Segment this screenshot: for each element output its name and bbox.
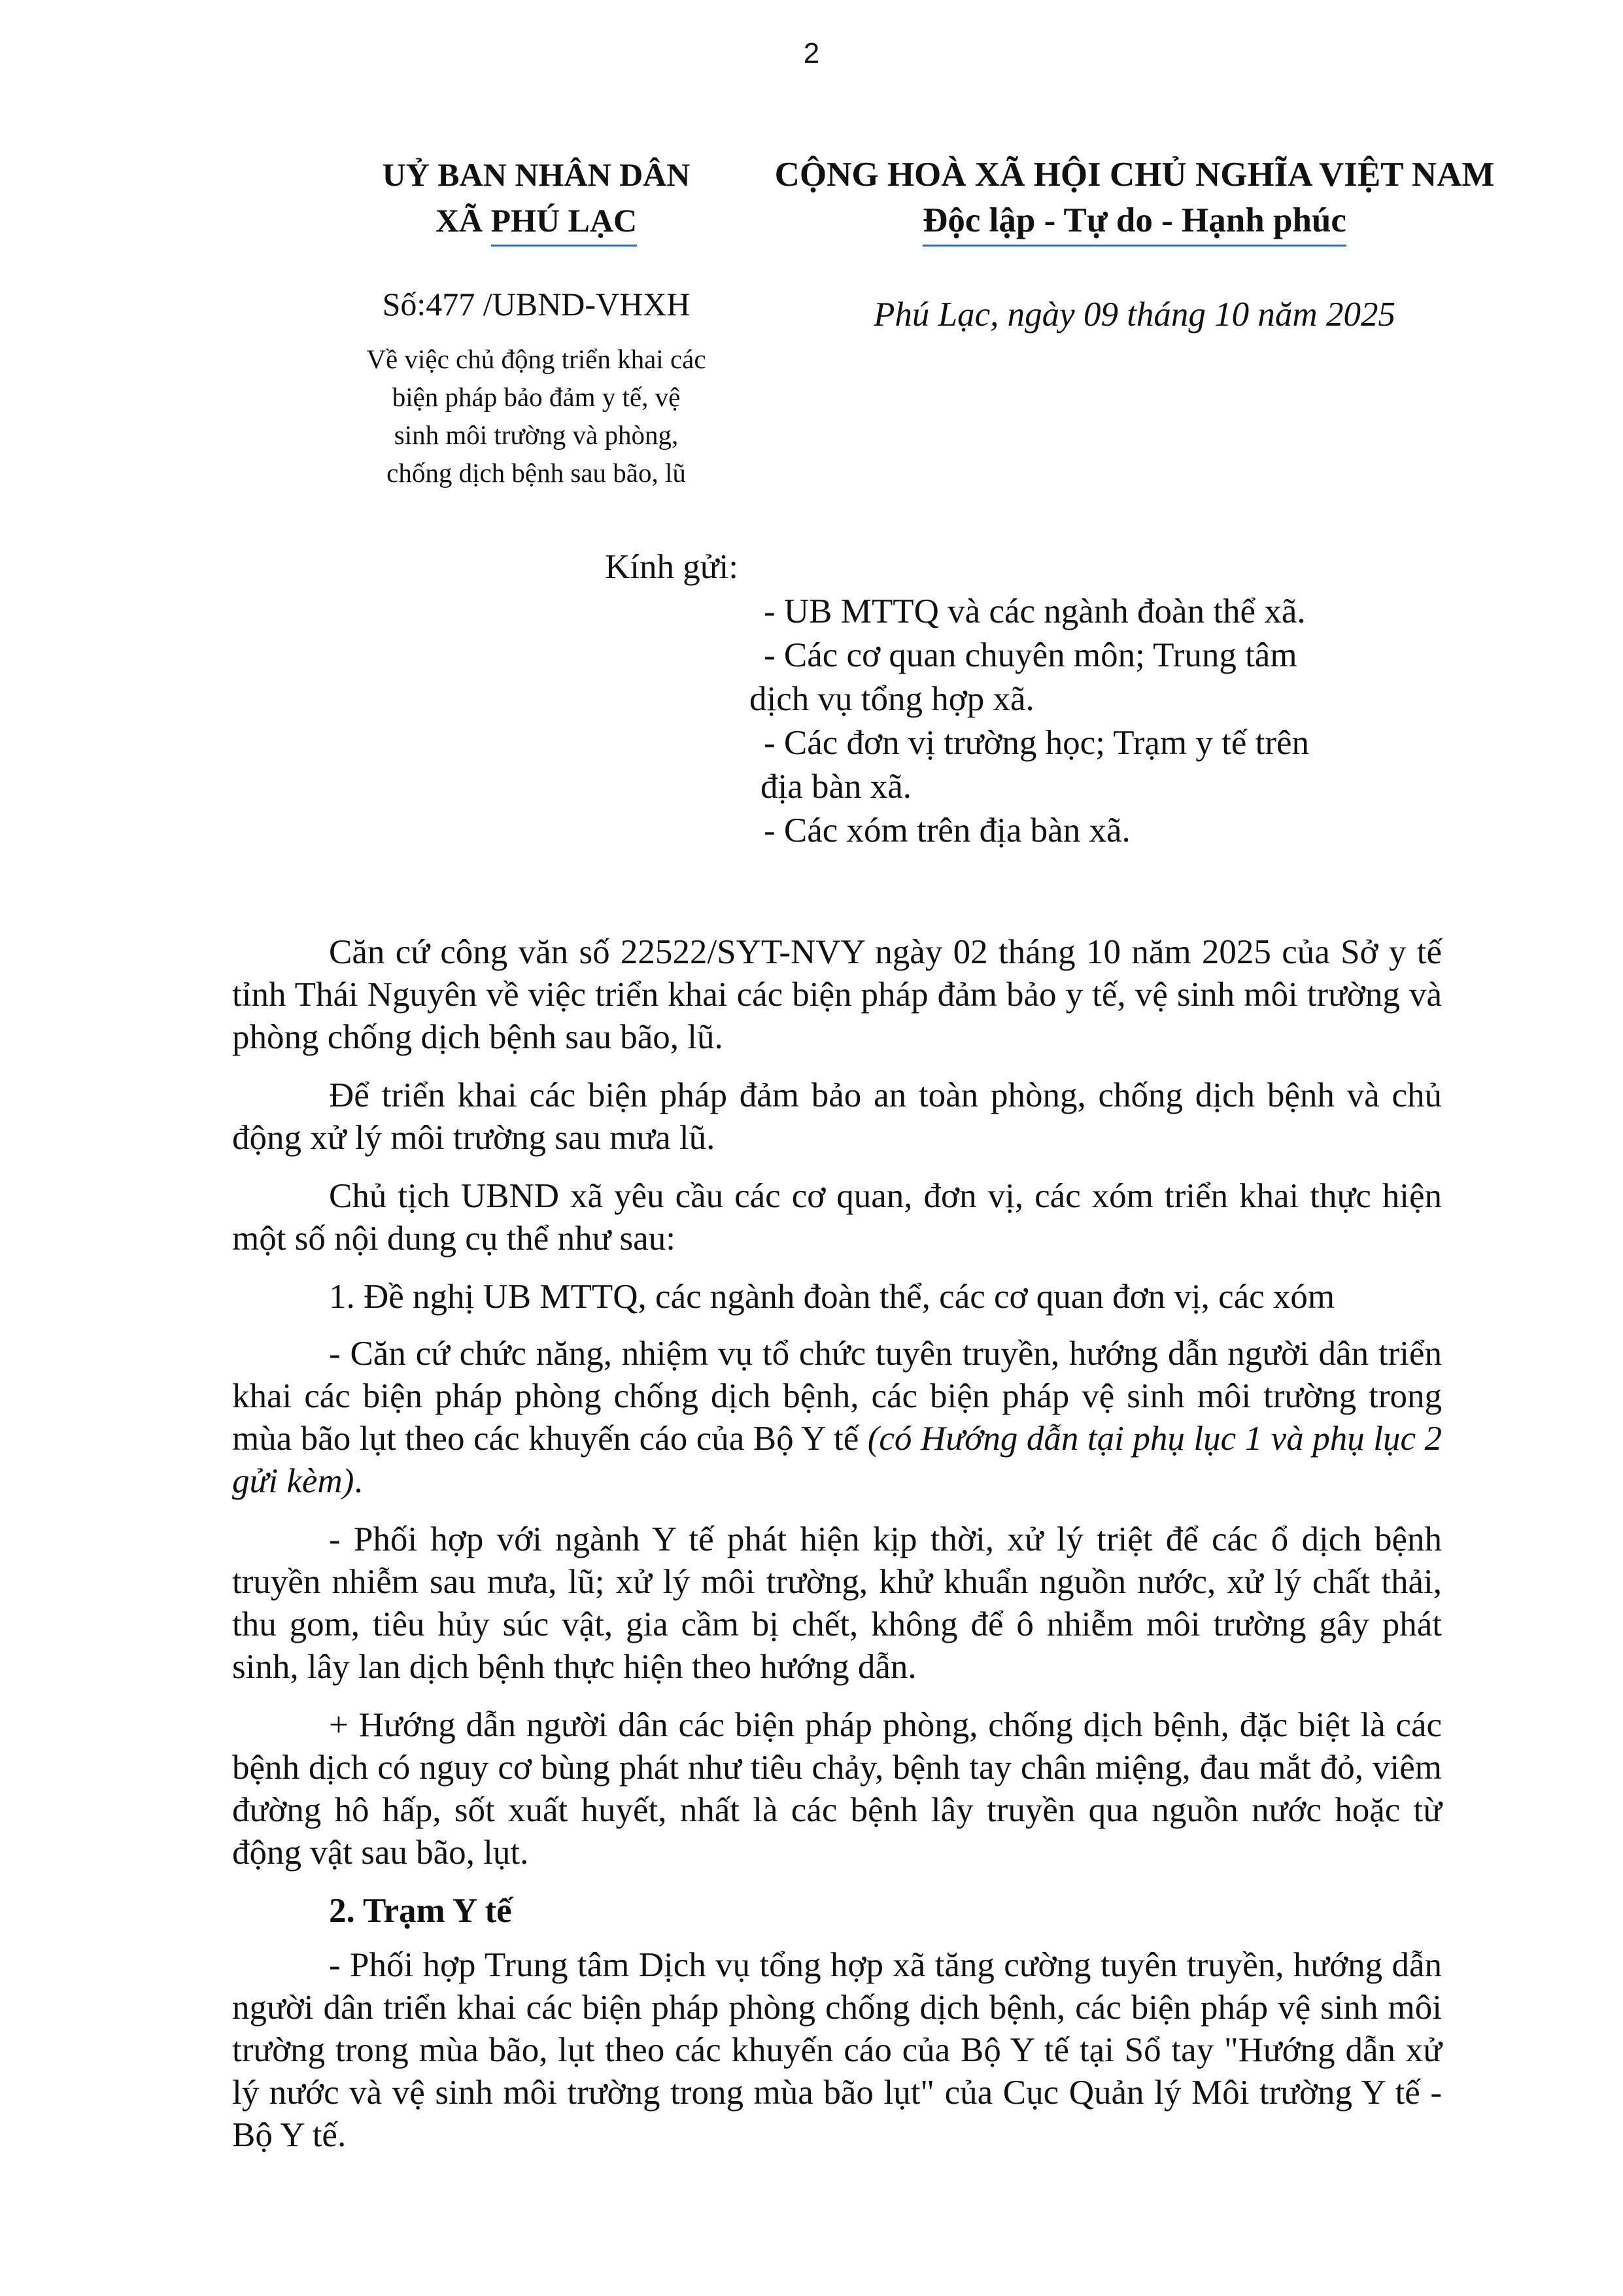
body-paragraph: + Hướng dẫn người dân các biện pháp phòng, chống dịch bệnh, đặc biệt là các bệnh dịch có nguy cơ bùng phát như tiêu chảy, bệnh tay chân miệng, đau mắt đỏ, viêm đường hô hấp, sốt xuất huyết, nhất là các bệnh lây truyền qua nguồn nước hoặc từ động vật sau bão, lụt. xyxy=(232,1706,1442,1872)
body-paragraph xyxy=(232,1333,1442,1503)
paragraph-end: . xyxy=(354,1462,363,1500)
recipient-item: - Các cơ quan chuyên môn; Trung tâm xyxy=(764,636,1297,674)
document-body xyxy=(232,931,1442,2172)
attachment-note: (có Hướng dẫn tại phụ lục 1 và phụ lục 2 gửi kèm) xyxy=(232,1420,1442,1500)
summary-line: sinh môi trường và phòng, xyxy=(394,420,679,450)
recipient-item-continuation: dịch vụ tổng hợp xã. xyxy=(749,680,1034,718)
recipient-label: Kính gửi: xyxy=(605,548,738,586)
agency-name-underlined: PHÚ LẠC xyxy=(491,197,638,247)
recipient-item: - Các đơn vị trường học; Trạm y tế trên xyxy=(764,724,1310,762)
body-paragraph: - Phối hợp với ngành Y tế phát hiện kịp thời, xử lý triệt để các ổ dịch bệnh truyền nhiễm sau mưa, lũ; xử lý môi trường, khử khuẩn nguồn nước, xử lý chất thải, thu gom, tiêu hủy súc vật, gia cầm bị chết, không để ô nhiễm môi trường gây phát sinh, lây lan dịch bệnh thực hiện theo hướng dẫn. xyxy=(232,1520,1442,1686)
motto-line xyxy=(726,197,1543,247)
nation-title: CỘNG HOÀ XÃ HỘI CHỦ NGHĨA VIỆT NAM xyxy=(774,156,1495,194)
document-date: Phú Lạc, ngày 09 tháng 10 năm 2025 xyxy=(874,296,1395,334)
document-number: Số:477 /UBND-VHXH xyxy=(382,286,691,322)
agency-line-2-prefix: XÃ xyxy=(435,202,491,239)
paragraph-text: - Căn cứ chức năng, nhiệm vụ tổ chức tuyên truyền, hướng dẫn người dân triển khai các biện pháp phòng chống dịch bệnh, các biện pháp vệ sinh môi trường trong mùa bão lụt theo các khuyến cáo của Bộ Y tế xyxy=(232,1335,1442,1458)
document-summary xyxy=(340,340,732,492)
body-paragraph: Để triển khai các biện pháp đảm bảo an toàn phòng, chống dịch bệnh và chủ động xử lý môi trường sau mưa lũ. xyxy=(232,1076,1442,1157)
motto: Độc lập - Tự do - Hạnh phúc xyxy=(923,197,1346,247)
recipient-item-continuation: địa bàn xã. xyxy=(760,768,912,806)
body-paragraph: Chủ tịch UBND xã yêu cầu các cơ quan, đơn vị, các xóm triển khai thực hiện một số nội dung cụ thể như sau: xyxy=(232,1177,1442,1258)
summary-line: biện pháp bảo đảm y tế, vệ xyxy=(392,382,681,412)
summary-line: chống dịch bệnh sau bão, lũ xyxy=(386,458,686,488)
body-paragraph: - Phối hợp Trung tâm Dịch vụ tổng hợp xã tăng cường tuyên truyền, hướng dẫn người dân triển khai các biện pháp phòng chống dịch bệnh, các biện pháp vệ sinh môi trường trong mùa bão, lụt theo các khuyến cáo của Bộ Y tế tại Sổ tay "Hướng dẫn xử lý nước và vệ sinh môi trường trong mùa bão lụt" của Cục Quản lý Môi trường Y tế - Bộ Y tế. xyxy=(232,1946,1442,2154)
recipient-item: - UB MTTQ và các ngành đoàn thể xã. xyxy=(764,592,1306,630)
national-header xyxy=(726,152,1543,247)
agency-line-2 xyxy=(340,197,732,247)
recipient-list xyxy=(749,590,1450,853)
page-number: 2 xyxy=(803,37,820,69)
section-1-heading: 1. Đề nghị UB MTTQ, các ngành đoàn thể, các cơ quan đơn vị, các xóm xyxy=(329,1278,1335,1316)
section-2-heading: 2. Trạm Y tế xyxy=(329,1892,512,1930)
agency-line-1: UỶ BAN NHÂN DÂN xyxy=(382,156,691,193)
issuing-agency xyxy=(340,152,732,247)
body-paragraph: Căn cứ công văn số 22522/SYT-NVY ngày 02 tháng 10 năm 2025 của Sở y tế tỉnh Thái Nguyên về việc triển khai các biện pháp đảm bảo y tế, vệ sinh môi trường và phòng chống dịch bệnh sau bão, lũ. xyxy=(232,933,1442,1056)
summary-line: Về việc chủ động triển khai các xyxy=(366,344,706,374)
recipient-item: - Các xóm trên địa bàn xã. xyxy=(764,812,1131,849)
